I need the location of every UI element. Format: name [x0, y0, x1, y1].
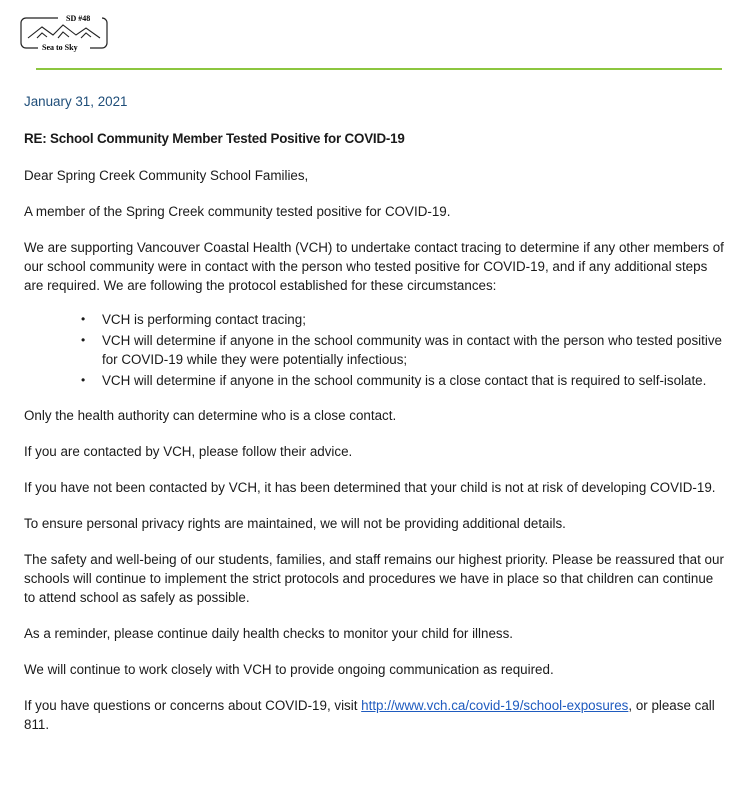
paragraph-5: If you have not been contacted by VCH, it has been determined that your child is not at risk of developing COVID-19.	[24, 480, 716, 495]
mountains-icon	[28, 25, 100, 38]
protocol-list	[24, 310, 724, 390]
district-logo	[20, 14, 108, 52]
letter-body	[24, 92, 724, 751]
bullet-icon: •	[81, 312, 86, 326]
paragraph-2: We are supporting Vancouver Coastal Health (VCH) to undertake contact tracing to determine if any other members of our school community were in contact with the person who tested positive for COVID-19, and if any additional steps are required. We are following the protocol established for these circumstances:	[24, 240, 724, 293]
list-item-text: VCH will determine if anyone in the school community is a close contact that is required to self-isolate.	[102, 373, 707, 388]
paragraph-6: To ensure personal privacy rights are maintained, we will not be providing additional details.	[24, 516, 566, 531]
vch-exposures-link[interactable]: http://www.vch.ca/covid-19/school-exposures	[361, 698, 629, 713]
paragraph-3: Only the health authority can determine who is a close contact.	[24, 408, 397, 423]
paragraph-9: We will continue to work closely with VCH to provide ongoing communication as required.	[24, 662, 554, 677]
list-item-text: VCH is performing contact tracing;	[102, 312, 306, 327]
list-item	[81, 371, 724, 390]
letter-date: January 31, 2021	[24, 94, 128, 109]
bullet-icon: •	[81, 373, 86, 387]
paragraph-7: The safety and well-being of our students, families, and staff remains our highest priority. Please be reassured that our schools will continue to implement the strict protocols and procedures we have in place so that children can continue to attend school as safely as possible.	[24, 552, 724, 605]
paragraph-10-after: , or please call 811.	[24, 698, 715, 732]
list-item	[81, 310, 724, 329]
header-rule	[36, 68, 722, 70]
paragraph-8: As a reminder, please continue daily health checks to monitor your child for illness.	[24, 626, 514, 641]
list-item	[81, 331, 724, 369]
paragraph-4: If you are contacted by VCH, please follow their advice.	[24, 444, 353, 459]
letter-subject: RE: School Community Member Tested Positive for COVID-19	[24, 131, 405, 146]
logo-bottom-text: Sea to Sky	[42, 43, 78, 52]
paragraph-10-before: If you have questions or concerns about COVID-19, visit	[24, 698, 362, 713]
paragraph-1: A member of the Spring Creek community tested positive for COVID-19.	[24, 204, 451, 219]
paragraph-10	[24, 696, 724, 734]
list-item-text: VCH will determine if anyone in the school community was in contact with the person who tested positive for COVID-19 while they were potentially infectious;	[102, 333, 722, 367]
bullet-icon: •	[81, 333, 86, 347]
logo-top-text: SD #48	[66, 14, 91, 23]
salutation: Dear Spring Creek Community School Families,	[24, 168, 309, 183]
